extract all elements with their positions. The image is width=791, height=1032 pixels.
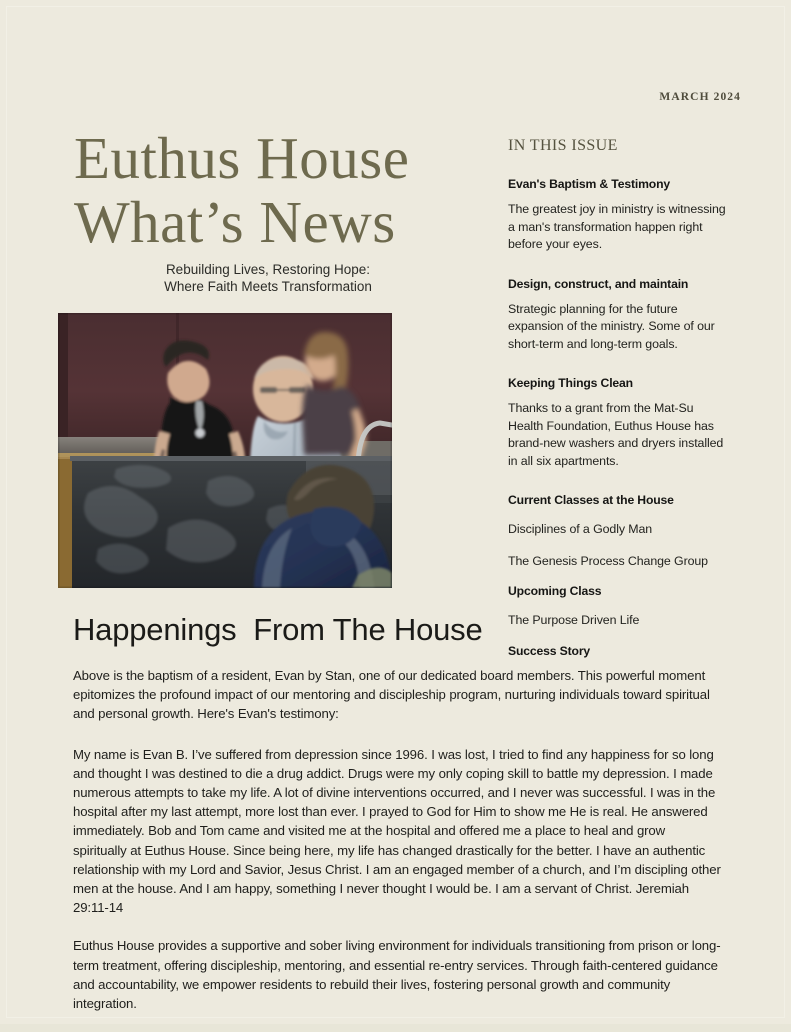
masthead <box>74 126 474 295</box>
baptism-photo <box>58 313 392 588</box>
article-testimony-paragraph: My name is Evan B. I’ve suffered from depression since 1996. I was lost, I tried to find any happiness for so long and thought I was destined to die a drug addict. Drugs were my only coping skill to battle my depression. I made numerous attempts to take my life. A lot of divine interventions occurred, and I never was successful. I was in the hospital after my last attempt, more lost than ever. I prayed to God for Him to show me He is real. He answered immediately. Bob and Tom came and visited me at the hospital and offered me a place to heal and grow spiritually at Euthus House. Since being here, my life has changed drastically for the better. I have an authentic relationship with my Lord and Savior, Jesus Christ. I am an engaged member of a church, and I’m discipling other men at the house. And I am happy, something I never thought I would be. I am a servant of Christ. Jeremiah 29:11-14 <box>73 746 721 916</box>
issue-date: MARCH 2024 <box>659 91 741 103</box>
sidebar-entry-heading: Design, construct, and maintain <box>508 276 689 291</box>
tagline-line-1: Rebuilding Lives, Restoring Hope: <box>165 262 371 277</box>
sidebar-current-classes-heading: Current Classes at the House <box>508 493 674 507</box>
sidebar-title: IN THIS ISSUE <box>508 137 618 154</box>
in-this-issue-sidebar <box>508 137 726 672</box>
masthead-title-line-2: What’s News <box>74 189 396 255</box>
sidebar-upcoming-class-heading: Upcoming Class <box>508 584 602 598</box>
sidebar-entry-heading: Evan's Baptism & Testimony <box>508 177 670 191</box>
sidebar-entry-heading: Keeping Things Clean <box>508 376 633 390</box>
sidebar-current-class-item: Disciplines of a Godly Man <box>508 522 653 536</box>
sidebar-entry-body: The greatest joy in ministry is witnessing a man's transformation happen right before your eyes. <box>508 202 726 251</box>
sidebar-current-class-item: The Genesis Process Change Group <box>508 553 708 568</box>
article-headline: Happenings From The House <box>73 612 483 647</box>
baptism-photo-image <box>58 313 392 588</box>
sidebar-entry-design <box>508 277 726 354</box>
sidebar-entry-body: Strategic planning for the future expansion of the ministry. Some of our short-term and long-term goals. <box>508 301 715 351</box>
main-article <box>73 612 721 1032</box>
sidebar-entry-baptism <box>508 177 726 254</box>
sidebar-upcoming-class-item: The Purpose Driven Life <box>508 613 640 627</box>
article-closing-paragraph: Euthus House provides a supportive and sober living environment for individuals transitioning from prison or long-term treatment, offering discipleship, mentoring, and essential re-entry services. Through faith-centered guidance and accountability, we empower residents to rebuild their lives, fostering personal growth and community integration. <box>73 938 721 1012</box>
masthead-tagline <box>74 261 474 295</box>
sidebar-success-story-heading: Success Story <box>508 643 591 658</box>
sidebar-entry-body: Thanks to a grant from the Mat-Su Health Foundation, Euthus House has brand-new washers and dryers installed in all six apartments. <box>508 401 724 468</box>
masthead-title-line-1: Euthus House <box>74 125 410 191</box>
tagline-line-2: Where Faith Meets Transformation <box>164 279 372 294</box>
article-lead-paragraph: Above is the baptism of a resident, Evan by Stan, one of our dedicated board members. This powerful moment epitomizes the profound impact of our mentoring and discipleship program, nurturing individuals toward spiritual and personal growth. Here's Evan's testimony: <box>73 668 710 722</box>
sidebar-entry-clean <box>508 376 726 470</box>
